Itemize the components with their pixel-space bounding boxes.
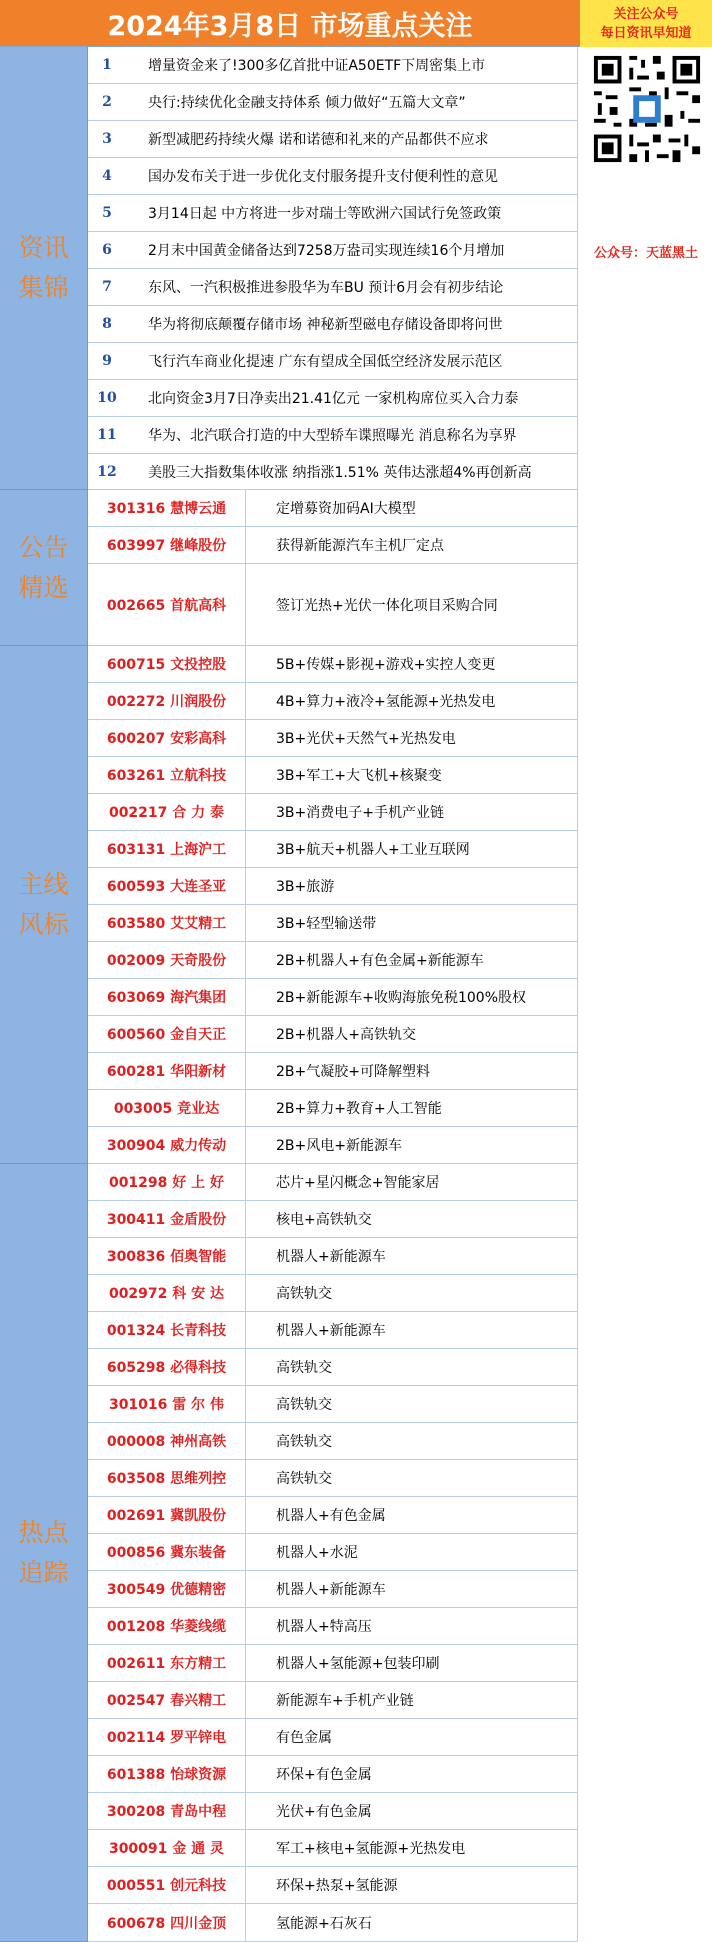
stock-name: 603131 上海沪工 (88, 831, 246, 867)
stock-name: 600207 安彩高科 (88, 720, 246, 756)
news-row: 10 北向资金3月7日净卖出21.41亿元 一家机构席位买入合力泰 (88, 380, 578, 417)
hot-row: 000856 冀东装备 机器人+水泥 (88, 1534, 578, 1571)
hot-row: 000551 创元科技 环保+热泵+氢能源 (88, 1867, 578, 1904)
hot-row: 002611 东方精工 机器人+氢能源+包装印刷 (88, 1645, 578, 1682)
hot-row: 002972 科 安 达 高铁轨交 (88, 1275, 578, 1312)
section-hot-label: 热点追踪 (0, 1164, 88, 1942)
qr-caption: 公众号：天蓝黑土 (593, 246, 698, 261)
stock-name: 002691 冀凯股份 (88, 1497, 246, 1533)
main-line-row: 300904 威力传动 2B+风电+新能源车 (88, 1127, 578, 1164)
hot-row: 000008 神州高铁 高铁轨交 (88, 1423, 578, 1460)
stock-name: 603997 继峰股份 (88, 527, 246, 563)
stock-name: 002972 科 安 达 (88, 1275, 246, 1311)
stock-name: 600281 华阳新材 (88, 1053, 246, 1089)
hot-row: 002114 罗平锌电 有色金属 (88, 1719, 578, 1756)
stock-name: 301316 慧博云通 (88, 490, 246, 526)
hot-row: 601388 怡球资源 环保+有色金属 (88, 1756, 578, 1793)
stock-name: 001208 华菱线缆 (88, 1608, 246, 1644)
stock-name: 601388 怡球资源 (88, 1756, 246, 1792)
news-row: 11 华为、北汽联合打造的中大型轿车谍照曝光 消息称名为享界 (88, 417, 578, 454)
news-row: 8 华为将彻底颠覆存储市场 神秘新型磁电存储设备即将问世 (88, 306, 578, 343)
hot-row: 300091 金 通 灵 军工+核电+氢能源+光热发电 (88, 1830, 578, 1867)
stock-name: 002114 罗平锌电 (88, 1719, 246, 1755)
qr-area (580, 47, 712, 261)
hot-row: 002691 冀凯股份 机器人+有色金属 (88, 1497, 578, 1534)
main-line-row: 600281 华阳新材 2B+气凝胶+可降解塑料 (88, 1053, 578, 1090)
stock-name: 300836 佰奥智能 (88, 1238, 246, 1274)
main-line-row: 002272 川润股份 4B+算力+液冷+氢能源+光热发电 (88, 683, 578, 720)
main-line-row: 603261 立航科技 3B+军工+大飞机+核聚变 (88, 757, 578, 794)
stock-name: 600593 大连圣亚 (88, 868, 246, 904)
hot-row: 603508 思维列控 高铁轨交 (88, 1460, 578, 1497)
main-line-row: 002217 合 力 泰 3B+消费电子+手机产业链 (88, 794, 578, 831)
stock-name: 603508 思维列控 (88, 1460, 246, 1496)
hot-row: 001298 好 上 好 芯片+星闪概念+智能家居 (88, 1164, 578, 1201)
section-news-label: 资讯集锦 (0, 47, 88, 490)
stock-name: 300091 金 通 灵 (88, 1830, 246, 1866)
main-line-row: 600560 金自天正 2B+机器人+高铁轨交 (88, 1016, 578, 1053)
main-line-row: 603580 艾艾精工 3B+轻型输送带 (88, 905, 578, 942)
hot-row: 605298 必得科技 高铁轨交 (88, 1349, 578, 1386)
stock-name: 300411 金盾股份 (88, 1201, 246, 1237)
stock-name: 002611 东方精工 (88, 1645, 246, 1681)
hot-row: 001324 长青科技 机器人+新能源车 (88, 1312, 578, 1349)
main-line-row: 003005 竞业达 2B+算力+教育+人工智能 (88, 1090, 578, 1127)
promo-line-1: 关注公众号 (613, 6, 679, 22)
announcement-row: 603997 继峰股份 获得新能源汽车主机厂定点 (88, 527, 578, 564)
announcement-row: 301316 慧博云通 定增募资加码AI大模型 (88, 490, 578, 527)
section-announce-label: 公告精选 (0, 490, 88, 646)
main-line-row: 600593 大连圣亚 3B+旅游 (88, 868, 578, 905)
hot-row: 301016 雷 尔 伟 高铁轨交 (88, 1386, 578, 1423)
main-line-row: 600207 安彩高科 3B+光伏+天然气+光热发电 (88, 720, 578, 757)
main-line-row: 603069 海汽集团 2B+新能源车+收购海旅免税100%股权 (88, 979, 578, 1016)
hot-row: 300208 青岛中程 光伏+有色金属 (88, 1793, 578, 1830)
stock-name: 000551 创元科技 (88, 1867, 246, 1903)
stock-name: 001298 好 上 好 (88, 1164, 246, 1200)
news-row: 2 央行:持续优化金融支持体系 倾力做好“五篇大文章” (88, 84, 578, 121)
main-line-row: 600715 文投控股 5B+传媒+影视+游戏+实控人变更 (88, 646, 578, 683)
hot-row: 001208 华菱线缆 机器人+特高压 (88, 1608, 578, 1645)
promo-banner (580, 0, 712, 47)
stock-name: 000008 神州高铁 (88, 1423, 246, 1459)
stock-name: 300549 优德精密 (88, 1571, 246, 1607)
stock-name: 002665 首航高科 (88, 564, 246, 645)
stock-name: 605298 必得科技 (88, 1349, 246, 1385)
stock-name: 000856 冀东装备 (88, 1534, 246, 1570)
page-title: 2024年3月8日 市场重点关注 (0, 0, 580, 47)
promo-line-2: 每日资讯早知道 (600, 25, 692, 41)
news-row: 6 2月末中国黄金储备达到7258万盎司实现连续16个月增加 (88, 232, 578, 269)
news-row: 1 增量资金来了!300多亿首批中证A50ETF下周密集上市 (88, 47, 578, 84)
stock-name: 300904 威力传动 (88, 1127, 246, 1163)
stock-name: 603261 立航科技 (88, 757, 246, 793)
news-row: 5 3月14日起 中方将进一步对瑞士等欧洲六国试行免签政策 (88, 195, 578, 232)
stock-name: 600678 四川金顶 (88, 1904, 246, 1941)
section-main-label: 主线风标 (0, 646, 88, 1164)
stock-name: 600560 金自天正 (88, 1016, 246, 1052)
news-row: 7 东风、一汽积极推进参股华为车BU 预计6月会有初步结论 (88, 269, 578, 306)
hot-row: 300836 佰奥智能 机器人+新能源车 (88, 1238, 578, 1275)
stock-name: 002547 春兴精工 (88, 1682, 246, 1718)
stock-name: 300208 青岛中程 (88, 1793, 246, 1829)
stock-name: 002272 川润股份 (88, 683, 246, 719)
stock-name: 603580 艾艾精工 (88, 905, 246, 941)
main-line-row: 002009 天奇股份 2B+机器人+有色金属+新能源车 (88, 942, 578, 979)
stock-name: 001324 长青科技 (88, 1312, 246, 1348)
hot-row: 300549 优德精密 机器人+新能源车 (88, 1571, 578, 1608)
hot-row: 600678 四川金顶 氢能源+石灰石 (88, 1904, 578, 1942)
stock-name: 600715 文投控股 (88, 646, 246, 682)
news-row: 9 飞行汽车商业化提速 广东有望成全国低空经济发展示范区 (88, 343, 578, 380)
news-row: 3 新型减肥药持续火爆 诺和诺德和礼来的产品都供不应求 (88, 121, 578, 158)
stock-name: 603069 海汽集团 (88, 979, 246, 1015)
stock-name: 003005 竞业达 (88, 1090, 246, 1126)
news-row: 12 美股三大指数集体收涨 纳指涨1.51% 英伟达涨超4%再创新高 (88, 454, 578, 490)
qr-code-icon (590, 52, 704, 166)
hot-row: 002547 春兴精工 新能源车+手机产业链 (88, 1682, 578, 1719)
news-row: 4 国办发布关于进一步优化支付服务提升支付便利性的意见 (88, 158, 578, 195)
hot-row: 300411 金盾股份 核电+高铁轨交 (88, 1201, 578, 1238)
stock-name: 002217 合 力 泰 (88, 794, 246, 830)
main-line-row: 603131 上海沪工 3B+航天+机器人+工业互联网 (88, 831, 578, 868)
announcement-row: 002665 首航高科 签订光热+光伏一体化项目采购合同 (88, 564, 578, 646)
stock-name: 301016 雷 尔 伟 (88, 1386, 246, 1422)
stock-name: 002009 天奇股份 (88, 942, 246, 978)
